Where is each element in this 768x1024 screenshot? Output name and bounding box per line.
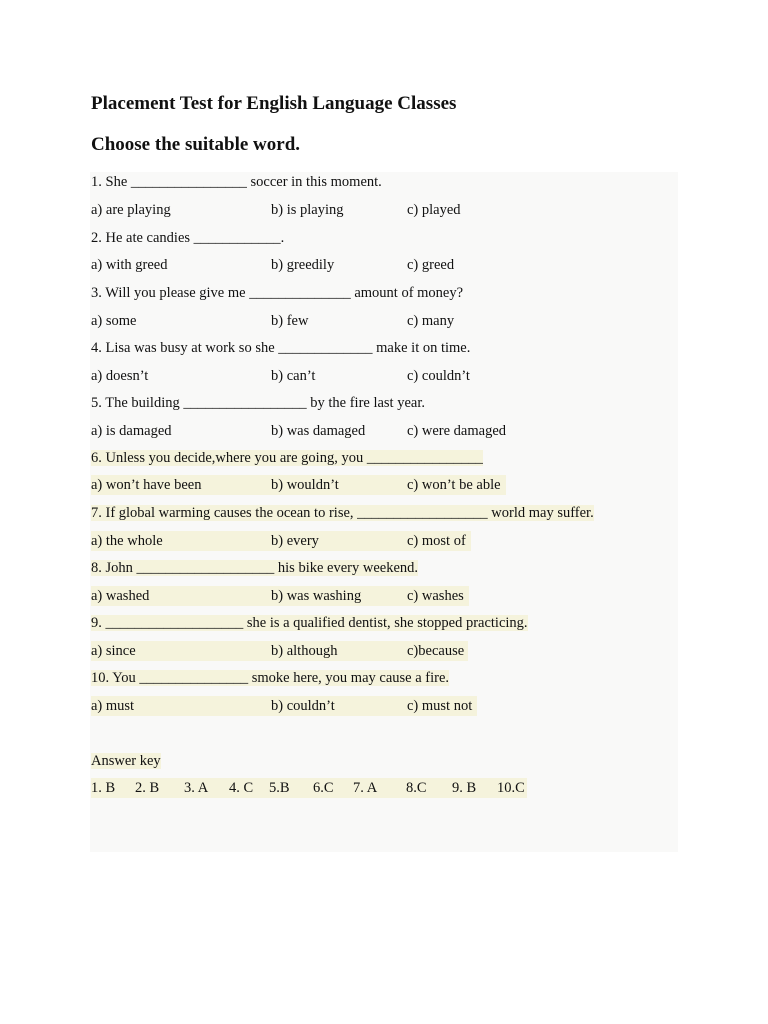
question-2 (91, 228, 284, 248)
options-7 (91, 531, 471, 551)
option-c: c) washes (407, 588, 464, 604)
question-10 (91, 668, 449, 688)
answer-item: 2. B (135, 780, 160, 796)
question-text: 8. John ___________________ his bike every weekend. (91, 560, 419, 576)
options-8 (91, 586, 469, 606)
option-c: c) most of (407, 533, 466, 549)
option-c: c) were damaged (407, 423, 507, 439)
option-b: b) was damaged (271, 423, 366, 439)
options-10 (91, 696, 477, 716)
question-text: 5. The building _________________ by the fire last year. (91, 395, 425, 411)
option-a: a) washed (91, 588, 150, 604)
option-a: a) is damaged (91, 423, 172, 439)
answer-item: 8.C (406, 780, 427, 796)
question-3 (91, 283, 463, 303)
option-b: b) greedily (271, 257, 335, 273)
question-6 (91, 448, 483, 468)
option-a: a) with greed (91, 257, 168, 273)
options-5 (91, 421, 531, 441)
option-b: b) is playing (271, 202, 344, 218)
option-b: b) was washing (271, 588, 362, 604)
answer-item: 9. B (452, 780, 477, 796)
question-text: 3. Will you please give me ______________ amount of money? (91, 285, 464, 301)
option-c: c) won’t be able (407, 477, 501, 493)
answer-item: 5.B (269, 780, 290, 796)
options-2 (91, 255, 511, 275)
option-b: b) every (271, 533, 319, 549)
option-b: b) wouldn’t (271, 477, 339, 493)
options-3 (91, 311, 511, 331)
question-text: 6. Unless you decide,where you are going, you ________________ (91, 450, 483, 466)
question-text: 9. ___________________ she is a qualified dentist, she stopped practicing. (91, 615, 528, 631)
option-c: c) greed (407, 257, 455, 273)
question-4 (91, 338, 470, 358)
option-a: a) doesn’t (91, 368, 149, 384)
answer-item: 6.C (313, 780, 334, 796)
instruction-heading: Choose the suitable word. (91, 134, 301, 155)
options-6 (91, 475, 506, 495)
question-text: 4. Lisa was busy at work so she _____________ make it on time. (91, 340, 471, 356)
options-4 (91, 366, 511, 386)
answer-key-label (91, 751, 161, 771)
question-9 (91, 613, 528, 633)
question-text: 10. You _______________ smoke here, you may cause a fire. (91, 670, 450, 686)
option-a: a) some (91, 313, 137, 329)
options-1 (91, 200, 511, 220)
option-c: c) played (407, 202, 461, 218)
question-text: 1. She ________________ soccer in this moment. (91, 174, 382, 190)
answer-item: 1. B (91, 780, 116, 796)
answer-key-heading: Answer key (91, 753, 161, 769)
option-b: b) few (271, 313, 309, 329)
option-c: c) must not (407, 698, 473, 714)
answer-item: 10.C (497, 780, 525, 796)
option-b: b) although (271, 643, 338, 659)
question-1 (91, 172, 382, 192)
question-8 (91, 558, 418, 578)
option-c: c)because (407, 643, 465, 659)
answer-item: 7. A (353, 780, 378, 796)
option-b: b) can’t (271, 368, 316, 384)
option-a: a) won’t have been (91, 477, 202, 493)
page-title: Placement Test for English Language Classes (91, 93, 457, 114)
question-text: 7. If global warming causes the ocean to rise, __________________ world may suffer. (91, 505, 594, 521)
option-a: a) the whole (91, 533, 163, 549)
answer-item: 4. C (229, 780, 254, 796)
option-c: c) couldn’t (407, 368, 470, 384)
option-a: a) must (91, 698, 135, 714)
question-5 (91, 393, 425, 413)
option-a: a) are playing (91, 202, 171, 218)
option-c: c) many (407, 313, 455, 329)
options-9 (91, 641, 468, 661)
question-7 (91, 503, 594, 523)
answer-key-list (91, 778, 527, 798)
option-b: b) couldn’t (271, 698, 335, 714)
question-text: 2. He ate candies ____________. (91, 230, 285, 246)
answer-item: 3. A (184, 780, 209, 796)
option-a: a) since (91, 643, 136, 659)
